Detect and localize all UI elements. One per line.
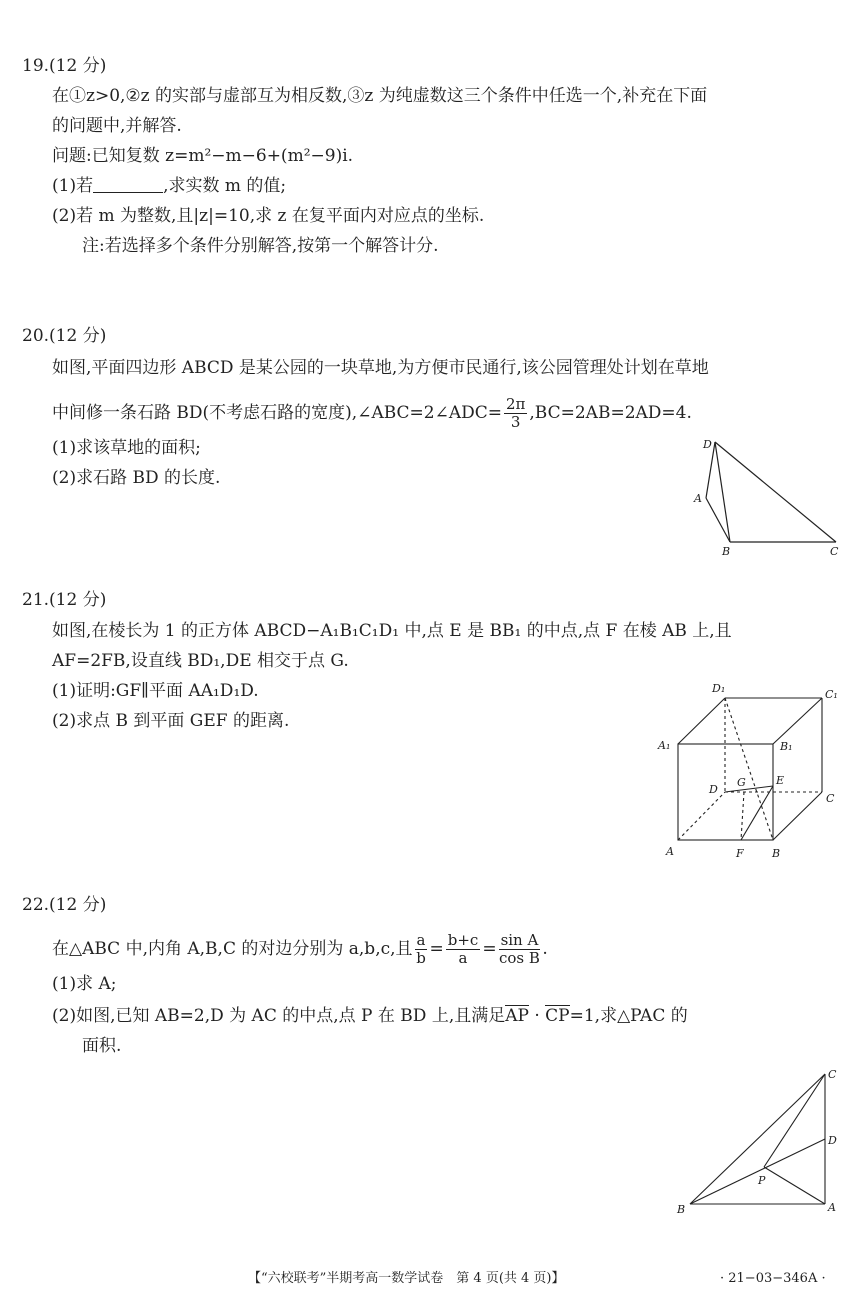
fraction-bc-over-a (446, 932, 481, 967)
label-E: E (776, 774, 785, 787)
q19-line3: 问题:已知复数 z=m²−m−6+(m²−9)i. (52, 146, 354, 166)
q22-header: 22.(12 分) (22, 895, 107, 915)
q21-part1: (1)证明:GF∥平面 AA₁D₁D. (52, 681, 259, 701)
q22-part2-prefix: (2)如图,已知 AB=2,D 为 AC 的中点,点 P 在 BD 上,且满足 (52, 1006, 506, 1026)
q20-line2-prefix: 中间修一条石路 BD(不考虑石路的宽度),∠ABC=2∠ADC= (52, 403, 502, 423)
label-D: D (709, 783, 718, 796)
equals-sign: = (429, 939, 444, 959)
q20-line1: 如图,平面四边形 ABCD 是某公园的一块草地,为方便市民通行,该公园管理处计划在草地 (52, 358, 709, 378)
q21-line2: AF=2FB,设直线 BD₁,DE 相交于点 G. (52, 651, 349, 671)
vector-CP: CP (545, 1006, 570, 1026)
label-A: A (694, 492, 702, 505)
q19-header: 19.(12 分) (22, 56, 107, 76)
q22-part1: (1)求 A; (52, 974, 117, 994)
period: . (542, 939, 548, 959)
q19-part2: (2)若 m 为整数,且|z|=10,求 z 在复平面内对应点的坐标. (52, 206, 485, 226)
footer-code: · 21−03−346A · (720, 1271, 826, 1286)
q19-part1-suffix: ,求实数 m 的值; (163, 176, 287, 196)
footer-title: 【“六校联考”半期考高一数学试卷 第 4 页(共 4 页)】 (248, 1271, 565, 1286)
q20-part2: (2)求石路 BD 的长度. (52, 468, 221, 488)
q20-figure (690, 436, 850, 565)
label-G: G (737, 776, 746, 789)
frac-numerator: 2π (506, 395, 526, 413)
label-D1: D₁ (712, 682, 726, 695)
frac-denominator: 3 (510, 413, 521, 431)
q22-line4: 面积. (82, 1036, 122, 1056)
label-D: D (828, 1134, 837, 1147)
q19-line2: 的问题中,并解答. (52, 116, 182, 136)
frac-denominator: a (458, 949, 468, 967)
label-A: A (666, 845, 674, 858)
q21-part2: (2)求点 B 到平面 GEF 的距离. (52, 711, 290, 731)
dot-product: · (528, 1006, 546, 1026)
q19-part1-prefix: (1)若 (52, 176, 94, 196)
q21-cube-figure (650, 678, 850, 873)
q20-part1: (1)求该草地的面积; (52, 438, 201, 458)
label-B1: B₁ (780, 740, 793, 753)
label-B: B (772, 847, 781, 860)
label-C: C (830, 545, 839, 558)
q22-part2 (52, 1004, 688, 1028)
q22-part2-suffix: =1,求△PAC 的 (569, 1006, 688, 1026)
label-C1: C₁ (825, 688, 838, 701)
label-P: P (758, 1174, 766, 1187)
label-D: D (703, 438, 712, 451)
label-A: A (828, 1201, 836, 1214)
label-C: C (826, 792, 835, 805)
q20-line2 (52, 396, 692, 431)
q21-header: 21.(12 分) (22, 590, 107, 610)
q20-line2-suffix: ,BC=2AB=2AD=4. (529, 403, 692, 423)
frac-numerator: a (416, 931, 426, 949)
q19-part1 (52, 174, 286, 198)
label-B: B (677, 1203, 686, 1216)
frac-numerator: b+c (447, 931, 479, 949)
frac-numerator: sin A (500, 931, 539, 949)
q22-line1-prefix: 在△ABC 中,内角 A,B,C 的对边分别为 a,b,c,且 (52, 939, 413, 959)
answer-blank (93, 176, 163, 193)
q20-header: 20.(12 分) (22, 326, 107, 346)
q21-line1: 如图,在棱长为 1 的正方体 ABCD−A₁B₁C₁D₁ 中,点 E 是 BB₁ 的中点,点 F 在棱 AB 上,且 (52, 621, 732, 641)
fraction-sinA-over-cosB (499, 932, 541, 967)
q19-line1: 在①z>0,②z 的实部与虚部互为相反数,③z 为纯虚数这三个条件中任选一个,补充在下面 (52, 86, 708, 106)
label-F: F (736, 847, 744, 860)
vector-AP: AP (505, 1006, 529, 1026)
q22-figure (672, 1062, 852, 1227)
fraction-a-over-b (415, 932, 428, 967)
q22-line1 (52, 932, 548, 967)
frac-denominator: cos B (498, 949, 540, 967)
label-A1: A₁ (658, 739, 671, 752)
label-C: C (828, 1068, 837, 1081)
frac-denominator: b (416, 949, 426, 967)
fraction-2pi-over-3 (504, 396, 527, 431)
equals-sign: = (482, 939, 497, 959)
label-B: B (722, 545, 731, 558)
q19-note: 注:若选择多个条件分别解答,按第一个解答计分. (82, 236, 439, 256)
